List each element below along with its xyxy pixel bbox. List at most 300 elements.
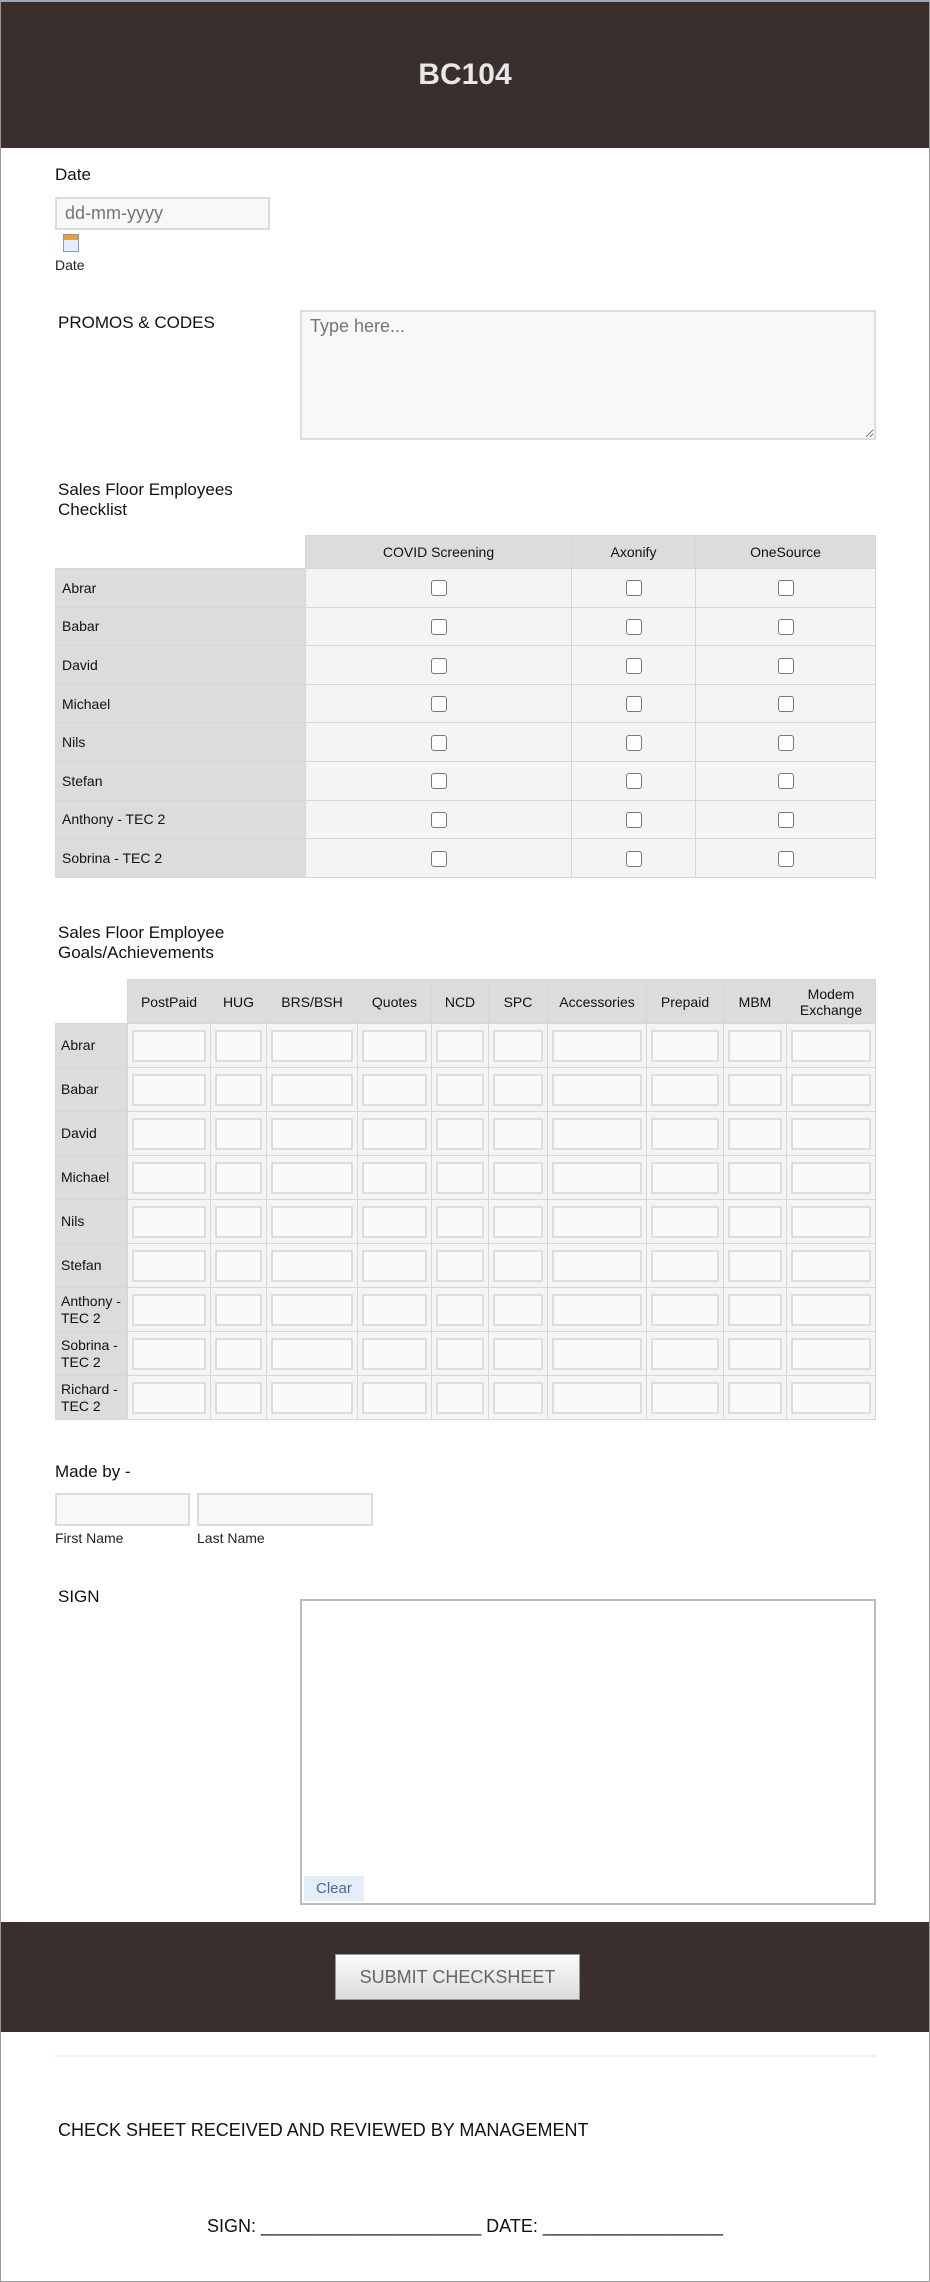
goal-input[interactable] — [651, 1030, 719, 1062]
goals-cell — [489, 1332, 548, 1376]
checklist-table — [55, 535, 876, 878]
checklist-cell — [306, 800, 572, 839]
goals-cell — [432, 1068, 489, 1112]
goals-cell — [432, 1288, 489, 1332]
goal-input[interactable] — [493, 1250, 543, 1282]
goal-input[interactable] — [362, 1030, 427, 1062]
goal-input[interactable] — [552, 1030, 642, 1062]
goals-cell — [267, 1156, 358, 1200]
goals-cell — [489, 1200, 548, 1244]
goal-input[interactable] — [552, 1250, 642, 1282]
checklist-cell — [306, 646, 572, 685]
goal-input[interactable] — [132, 1382, 206, 1414]
goal-input[interactable] — [728, 1338, 782, 1370]
goal-input[interactable] — [493, 1118, 543, 1150]
goals-cell — [267, 1068, 358, 1112]
goals-cell — [432, 1112, 489, 1156]
goals-row — [56, 1200, 876, 1244]
goals-cell — [548, 1200, 647, 1244]
checklist-cell — [572, 723, 696, 762]
goals-cell — [647, 1288, 724, 1332]
checkbox[interactable] — [778, 619, 794, 635]
promos-textarea[interactable] — [300, 310, 876, 440]
goals-cell — [489, 1288, 548, 1332]
checklist-cell — [306, 684, 572, 723]
goal-input[interactable] — [215, 1030, 262, 1062]
goal-input[interactable] — [215, 1206, 262, 1238]
goal-input[interactable] — [552, 1382, 642, 1414]
goal-input[interactable] — [493, 1338, 543, 1370]
goal-input[interactable] — [728, 1162, 782, 1194]
goal-input[interactable] — [651, 1074, 719, 1106]
col-header: MBM — [724, 980, 787, 1024]
goal-input[interactable] — [493, 1294, 543, 1326]
checklist-cell — [572, 684, 696, 723]
goal-input[interactable] — [436, 1250, 484, 1282]
goal-input[interactable] — [215, 1118, 262, 1150]
goal-input[interactable] — [362, 1074, 427, 1106]
goals-cell — [787, 1156, 876, 1200]
goals-cell — [128, 1288, 211, 1332]
goals-cell — [432, 1244, 489, 1288]
checklist-cell — [696, 761, 876, 800]
goals-cell — [267, 1112, 358, 1156]
checklist-row — [56, 723, 876, 762]
goal-input[interactable] — [271, 1030, 353, 1062]
checklist-cell — [306, 569, 572, 608]
submit-button[interactable]: SUBMIT CHECKSHEET — [335, 1954, 580, 2000]
goals-cell — [128, 1112, 211, 1156]
goal-input[interactable] — [436, 1118, 484, 1150]
goal-input[interactable] — [493, 1382, 543, 1414]
checklist-row — [56, 684, 876, 723]
goal-input[interactable] — [271, 1250, 353, 1282]
goals-cell — [647, 1244, 724, 1288]
goal-input[interactable] — [552, 1162, 642, 1194]
goal-input[interactable] — [362, 1382, 427, 1414]
goals-cell — [432, 1200, 489, 1244]
checkbox[interactable] — [431, 773, 447, 789]
goal-input[interactable] — [436, 1382, 484, 1414]
goals-cell — [647, 1332, 724, 1376]
goal-input[interactable] — [651, 1250, 719, 1282]
employee-name: Babar — [56, 1068, 128, 1112]
goals-cell — [787, 1112, 876, 1156]
corner-cell — [56, 536, 306, 569]
goals-cell — [548, 1156, 647, 1200]
checkbox[interactable] — [778, 851, 794, 867]
goal-input[interactable] — [362, 1250, 427, 1282]
goals-cell — [489, 1376, 548, 1420]
goal-input[interactable] — [271, 1074, 353, 1106]
checkbox[interactable] — [626, 696, 642, 712]
goals-cell — [358, 1024, 432, 1068]
signature-pad[interactable] — [300, 1599, 876, 1905]
checklist-cell — [572, 646, 696, 685]
calendar-icon[interactable] — [63, 234, 79, 252]
goal-input[interactable] — [791, 1382, 871, 1414]
goals-cell — [548, 1068, 647, 1112]
goals-cell — [128, 1244, 211, 1288]
goals-cell — [267, 1244, 358, 1288]
checklist-cell — [696, 800, 876, 839]
goals-cell — [647, 1112, 724, 1156]
col-header: HUG — [211, 980, 267, 1024]
goal-input[interactable] — [215, 1162, 262, 1194]
goal-input[interactable] — [728, 1206, 782, 1238]
goal-input[interactable] — [215, 1294, 262, 1326]
goals-cell — [489, 1024, 548, 1068]
checklist-cell — [696, 839, 876, 878]
goals-cell — [211, 1244, 267, 1288]
goal-input[interactable] — [791, 1294, 871, 1326]
goals-cell — [267, 1200, 358, 1244]
checkbox[interactable] — [778, 580, 794, 596]
checkbox[interactable] — [431, 580, 447, 596]
col-header: Axonify — [572, 536, 696, 569]
employee-name: Stefan — [56, 761, 306, 800]
employee-name: Abrar — [56, 1024, 128, 1068]
goals-cell — [489, 1112, 548, 1156]
goal-input[interactable] — [552, 1074, 642, 1106]
form-header — [1, 2, 929, 148]
goals-cell — [358, 1112, 432, 1156]
goal-input[interactable] — [271, 1118, 353, 1150]
checklist-cell — [696, 723, 876, 762]
goal-input[interactable] — [728, 1294, 782, 1326]
employee-name: Michael — [56, 684, 306, 723]
checklist-cell — [696, 684, 876, 723]
first-name-input[interactable] — [55, 1493, 190, 1526]
goal-input[interactable] — [651, 1382, 719, 1414]
checkbox[interactable] — [778, 773, 794, 789]
goals-cell — [647, 1024, 724, 1068]
goal-input[interactable] — [728, 1382, 782, 1414]
goal-input[interactable] — [552, 1294, 642, 1326]
goals-cell — [211, 1332, 267, 1376]
goal-input[interactable] — [791, 1030, 871, 1062]
checkbox[interactable] — [626, 735, 642, 751]
employee-name: Michael — [56, 1156, 128, 1200]
goals-cell — [647, 1376, 724, 1420]
checkbox[interactable] — [626, 580, 642, 596]
checklist-cell — [696, 646, 876, 685]
goal-input[interactable] — [436, 1294, 484, 1326]
checklist-cell — [572, 607, 696, 646]
goals-cell — [358, 1288, 432, 1332]
clear-signature-button[interactable]: Clear — [304, 1876, 364, 1901]
checkbox[interactable] — [778, 735, 794, 751]
col-header: Quotes — [358, 980, 432, 1024]
goals-cell — [787, 1200, 876, 1244]
management-sign-line: SIGN: ______________________ DATE: __________________ — [206, 2216, 724, 2236]
goal-input[interactable] — [362, 1338, 427, 1370]
checkbox[interactable] — [431, 619, 447, 635]
goals-cell — [548, 1376, 647, 1420]
goals-cell — [128, 1332, 211, 1376]
goals-cell — [267, 1024, 358, 1068]
goal-input[interactable] — [791, 1074, 871, 1106]
goals-cell — [548, 1288, 647, 1332]
goal-input[interactable] — [215, 1074, 262, 1106]
goal-input[interactable] — [132, 1338, 206, 1370]
goals-row — [56, 1024, 876, 1068]
last-name-sublabel: Last Name — [197, 1530, 265, 1546]
goals-cell — [267, 1288, 358, 1332]
checklist-row — [56, 646, 876, 685]
checkbox[interactable] — [431, 812, 447, 828]
goal-input[interactable] — [791, 1338, 871, 1370]
checklist-cell — [306, 839, 572, 878]
checklist-cell — [306, 761, 572, 800]
goals-cell — [548, 1332, 647, 1376]
goal-input[interactable] — [651, 1338, 719, 1370]
goal-input[interactable] — [215, 1382, 262, 1414]
goals-cell — [548, 1112, 647, 1156]
date-sublabel: Date — [55, 257, 85, 273]
checklist-row — [56, 569, 876, 608]
goals-cell — [267, 1332, 358, 1376]
goals-row — [56, 1288, 876, 1332]
goals-cell — [432, 1156, 489, 1200]
goals-cell — [211, 1288, 267, 1332]
checkbox[interactable] — [778, 696, 794, 712]
goal-input[interactable] — [362, 1206, 427, 1238]
goal-input[interactable] — [436, 1074, 484, 1106]
last-name-input[interactable] — [197, 1493, 373, 1526]
goal-input[interactable] — [552, 1206, 642, 1238]
employee-name: Nils — [56, 1200, 128, 1244]
goals-cell — [724, 1244, 787, 1288]
goals-cell — [489, 1068, 548, 1112]
goals-cell — [358, 1156, 432, 1200]
checkbox[interactable] — [626, 773, 642, 789]
date-input[interactable] — [55, 197, 270, 230]
goal-input[interactable] — [132, 1030, 206, 1062]
checklist-row — [56, 800, 876, 839]
employee-name: Babar — [56, 607, 306, 646]
goals-cell — [211, 1112, 267, 1156]
goals-cell — [432, 1024, 489, 1068]
goals-cell — [724, 1156, 787, 1200]
checkbox[interactable] — [626, 812, 642, 828]
submit-bar — [1, 1922, 929, 2032]
goal-input[interactable] — [215, 1338, 262, 1370]
goal-input[interactable] — [493, 1074, 543, 1106]
col-header: Accessories — [548, 980, 647, 1024]
goals-row — [56, 1112, 876, 1156]
goals-cell — [724, 1024, 787, 1068]
col-header: COVID Screening — [306, 536, 572, 569]
goals-cell — [724, 1068, 787, 1112]
goal-input[interactable] — [132, 1250, 206, 1282]
goal-input[interactable] — [132, 1206, 206, 1238]
goals-cell — [787, 1332, 876, 1376]
employee-name: Richard - TEC 2 — [56, 1376, 128, 1420]
checklist-cell — [572, 569, 696, 608]
goal-input[interactable] — [436, 1338, 484, 1370]
goals-cell — [787, 1024, 876, 1068]
goal-input[interactable] — [728, 1118, 782, 1150]
goals-cell — [724, 1288, 787, 1332]
goals-cell — [358, 1376, 432, 1420]
goals-cell — [432, 1376, 489, 1420]
employee-name: Anthony - TEC 2 — [56, 1288, 128, 1332]
checkbox[interactable] — [778, 812, 794, 828]
checkbox[interactable] — [431, 696, 447, 712]
goals-cell — [211, 1024, 267, 1068]
goal-input[interactable] — [271, 1206, 353, 1238]
goal-input[interactable] — [436, 1162, 484, 1194]
goals-cell — [211, 1376, 267, 1420]
col-header: SPC — [489, 980, 548, 1024]
employee-name: Sobrina - TEC 2 — [56, 839, 306, 878]
goals-row — [56, 1244, 876, 1288]
goals-cell — [724, 1376, 787, 1420]
goals-cell — [358, 1332, 432, 1376]
goals-cell — [647, 1068, 724, 1112]
made-by-label: Made by - — [55, 1462, 131, 1481]
goals-cell — [128, 1024, 211, 1068]
checklist-row — [56, 761, 876, 800]
goals-cell — [724, 1332, 787, 1376]
goals-row — [56, 1376, 876, 1420]
goal-input[interactable] — [362, 1118, 427, 1150]
goals-title: Sales Floor Employee Goals/Achievements — [58, 923, 225, 962]
goal-input[interactable] — [791, 1118, 871, 1150]
checkbox[interactable] — [626, 658, 642, 674]
checklist-cell — [572, 800, 696, 839]
checkbox[interactable] — [626, 851, 642, 867]
divider — [55, 2055, 876, 2057]
goal-input[interactable] — [493, 1030, 543, 1062]
goals-cell — [358, 1068, 432, 1112]
checkbox[interactable] — [626, 619, 642, 635]
sign-label: SIGN — [58, 1587, 100, 1606]
goals-cell — [787, 1068, 876, 1112]
goals-cell — [489, 1156, 548, 1200]
goal-input[interactable] — [651, 1206, 719, 1238]
employee-name: Sobrina - TEC 2 — [56, 1332, 128, 1376]
first-name-sublabel: First Name — [55, 1530, 124, 1546]
goal-input[interactable] — [791, 1162, 871, 1194]
employee-name: Abrar — [56, 569, 306, 608]
checkbox[interactable] — [431, 735, 447, 751]
goal-input[interactable] — [132, 1118, 206, 1150]
checklist-cell — [572, 761, 696, 800]
goals-table — [55, 979, 876, 1420]
col-header: BRS/BSH — [267, 980, 358, 1024]
goals-cell — [432, 1332, 489, 1376]
goal-input[interactable] — [728, 1074, 782, 1106]
goal-input[interactable] — [132, 1294, 206, 1326]
corner-cell — [56, 980, 128, 1024]
form-title: BC104 — [418, 58, 512, 91]
goal-input[interactable] — [651, 1294, 719, 1326]
goal-input[interactable] — [132, 1074, 206, 1106]
checklist-cell — [572, 839, 696, 878]
checkbox[interactable] — [431, 851, 447, 867]
goal-input[interactable] — [728, 1250, 782, 1282]
checklist-row — [56, 607, 876, 646]
col-header: Modem Exchange — [787, 980, 876, 1024]
employee-name: Anthony - TEC 2 — [56, 800, 306, 839]
checklist-cell — [696, 569, 876, 608]
goals-cell — [211, 1200, 267, 1244]
checklist-cell — [696, 607, 876, 646]
goals-cell — [548, 1024, 647, 1068]
goals-cell — [647, 1156, 724, 1200]
checkbox[interactable] — [431, 658, 447, 674]
goals-cell — [128, 1068, 211, 1112]
goal-input[interactable] — [552, 1338, 642, 1370]
goals-cell — [211, 1156, 267, 1200]
checkbox[interactable] — [778, 658, 794, 674]
goal-input[interactable] — [791, 1206, 871, 1238]
goal-input[interactable] — [132, 1162, 206, 1194]
goal-input[interactable] — [271, 1338, 353, 1370]
checklist-cell — [306, 723, 572, 762]
col-header: PostPaid — [128, 980, 211, 1024]
goal-input[interactable] — [362, 1294, 427, 1326]
goal-input[interactable] — [552, 1118, 642, 1150]
goal-input[interactable] — [728, 1030, 782, 1062]
col-header: Prepaid — [647, 980, 724, 1024]
goals-cell — [128, 1156, 211, 1200]
goals-cell — [128, 1376, 211, 1420]
col-header: NCD — [432, 980, 489, 1024]
goals-cell — [787, 1244, 876, 1288]
review-text: CHECK SHEET RECEIVED AND REVIEWED BY MANAGEMENT — [58, 2120, 589, 2140]
goals-cell — [787, 1376, 876, 1420]
goals-cell — [358, 1200, 432, 1244]
goal-input[interactable] — [791, 1250, 871, 1282]
goal-input[interactable] — [436, 1206, 484, 1238]
employee-name: Stefan — [56, 1244, 128, 1288]
goal-input[interactable] — [493, 1206, 543, 1238]
goals-cell — [358, 1244, 432, 1288]
goal-input[interactable] — [271, 1382, 353, 1414]
col-header: OneSource — [696, 536, 876, 569]
goals-cell — [128, 1200, 211, 1244]
goals-cell — [787, 1288, 876, 1332]
employee-name: David — [56, 646, 306, 685]
goal-input[interactable] — [651, 1118, 719, 1150]
goal-input[interactable] — [271, 1294, 353, 1326]
goals-cell — [724, 1112, 787, 1156]
goals-cell — [211, 1068, 267, 1112]
goals-cell — [647, 1200, 724, 1244]
goal-input[interactable] — [651, 1162, 719, 1194]
checklist-row — [56, 839, 876, 878]
goals-row — [56, 1068, 876, 1112]
goals-row — [56, 1156, 876, 1200]
employee-name: David — [56, 1112, 128, 1156]
goals-cell — [548, 1244, 647, 1288]
goals-row — [56, 1332, 876, 1376]
employee-name: Nils — [56, 723, 306, 762]
goal-input[interactable] — [362, 1162, 427, 1194]
goals-cell — [267, 1376, 358, 1420]
promos-label: PROMOS & CODES — [58, 313, 215, 332]
goal-input[interactable] — [271, 1162, 353, 1194]
goal-input[interactable] — [215, 1250, 262, 1282]
goal-input[interactable] — [436, 1030, 484, 1062]
date-label: Date — [55, 165, 91, 184]
goals-cell — [489, 1244, 548, 1288]
checklist-title: Sales Floor Employees Checklist — [58, 480, 233, 519]
goal-input[interactable] — [493, 1162, 543, 1194]
